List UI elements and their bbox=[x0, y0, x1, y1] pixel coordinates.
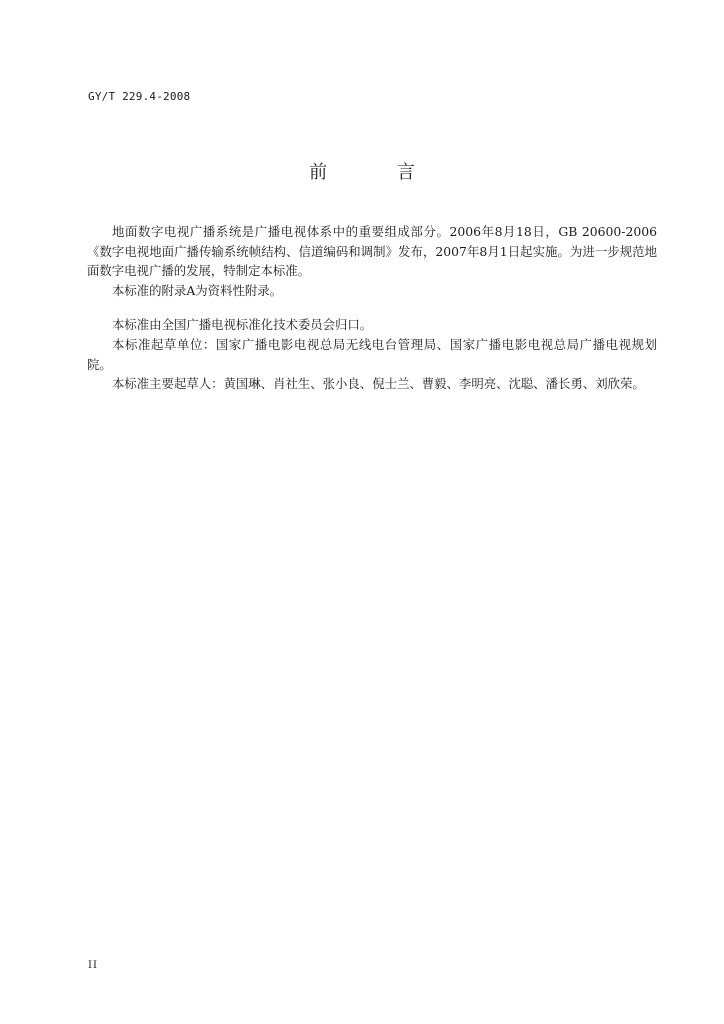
paragraph-committee: 本标准由全国广播电视标准化技术委员会归口。 bbox=[112, 317, 373, 333]
page-number: II bbox=[88, 960, 98, 971]
paragraph-background: 地面数字电视广播系统是广播电视体系中的重要组成部分。2006年8月18日，GB 20600-2006《数字电视地面广播传输系统帧结构、信道编码和调制》发布，2007年8月1日起实施。为进一步规范地面数字电视广播的发展，特制定本标准。 bbox=[87, 224, 657, 279]
section-title: 前 言 bbox=[309, 162, 447, 183]
paragraph-drafters: 本标准主要起草人：黄国琳、肖社生、张小良、倪士兰、曹毅、李明亮、沈聪、潘长勇、刘欣荣。 bbox=[112, 376, 645, 392]
paragraph-appendix-note: 本标准的附录A为资料性附录。 bbox=[112, 282, 283, 298]
standard-code: GY/T 229.4-2008 bbox=[88, 90, 191, 103]
preface-body bbox=[87, 222, 657, 394]
paragraph-gap bbox=[87, 300, 657, 315]
paragraph-drafting-units: 本标准起草单位：国家广播电影电视总局无线电台管理局、国家广播电影电视总局广播电视规划院。 bbox=[87, 336, 657, 372]
